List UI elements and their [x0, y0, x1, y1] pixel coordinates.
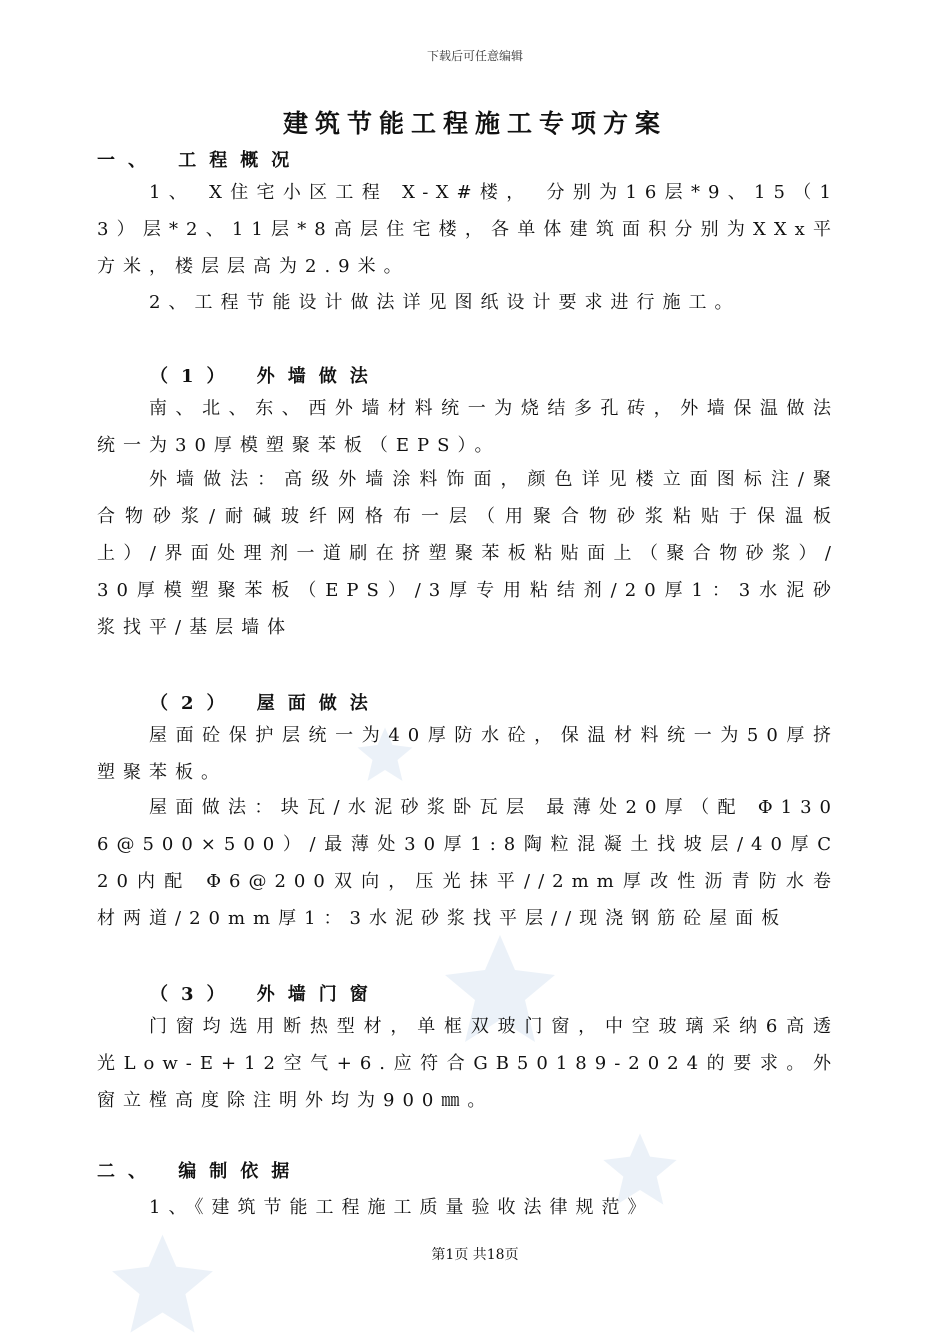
section-heading-overview: 一、 工程概况 — [97, 150, 303, 171]
subsection-heading-windows: （3） 外墙门窗 — [150, 984, 381, 1005]
subsection-heading-exterior-wall: （1） 外墙做法 — [150, 366, 381, 387]
paragraph-wall-material: 南、北、东、西外墙材料统一为烧结多孔砖，外墙保温做法统一为30厚模塑聚苯板（EPS）。 — [97, 398, 839, 456]
paragraph-wall-method: 外墙做法：高级外墙涂料饰面，颜色详见楼立面图标注/聚合物砂浆/耐碱玻纤网格布一层（用聚合物砂浆粘贴于保温板上）/界面处理剂一道刷在挤塑聚苯板粘贴面上（聚合物砂浆）/30厚模塑聚苯板（EPS）/3厚专用粘结剂/20厚1：3水泥砂浆找平/基层墙体 — [97, 469, 839, 638]
paragraph-design-requirements: 2、工程节能设计做法详见图纸设计要求进行施工。 — [149, 292, 741, 313]
page-number: 第1页 共18页 — [431, 1247, 519, 1263]
header-note: 下载后可任意编辑 — [426, 49, 523, 63]
section-heading-basis: 二、 编制依据 — [97, 1161, 303, 1182]
subsection-heading-roof: （2） 屋面做法 — [150, 693, 381, 714]
paragraph-windows: 门窗均选用断热型材，单框双玻门窗，中空玻璃采纳6高透光Low-E+12空气+6.应符合GB50189-2024的要求。外窗立樘高度除注明外均为900㎜。 — [97, 1016, 839, 1111]
paragraph-roof-method: 屋面做法：块瓦/水泥砂浆卧瓦层 最薄处20厚（配 Φ1306@500×500）/最薄处30厚1:8陶粒混凝土找坡层/40厚C20内配 Φ6@200双向，压光抹平//2mm厚改性沥青防水卷材两道/20mm厚1：3水泥砂浆找平层//现浇钢筋砼屋面板 — [97, 797, 839, 929]
paragraph-project-info: 1、 X住宅小区工程 X-X#楼， 分别为16层*9、15（13）层*2、11层*8高层住宅楼，各单体建筑面积分别为XXx平方米，楼层层高为2.9米。 — [97, 182, 839, 277]
paragraph-basis-1: 1、《建筑节能工程施工质量验收法律规范》 — [149, 1197, 654, 1218]
paragraph-roof-material: 屋面砼保护层统一为40厚防水砼，保温材料统一为50厚挤塑聚苯板。 — [97, 725, 839, 783]
page-title: 建筑节能工程施工专项方案 — [282, 109, 667, 138]
